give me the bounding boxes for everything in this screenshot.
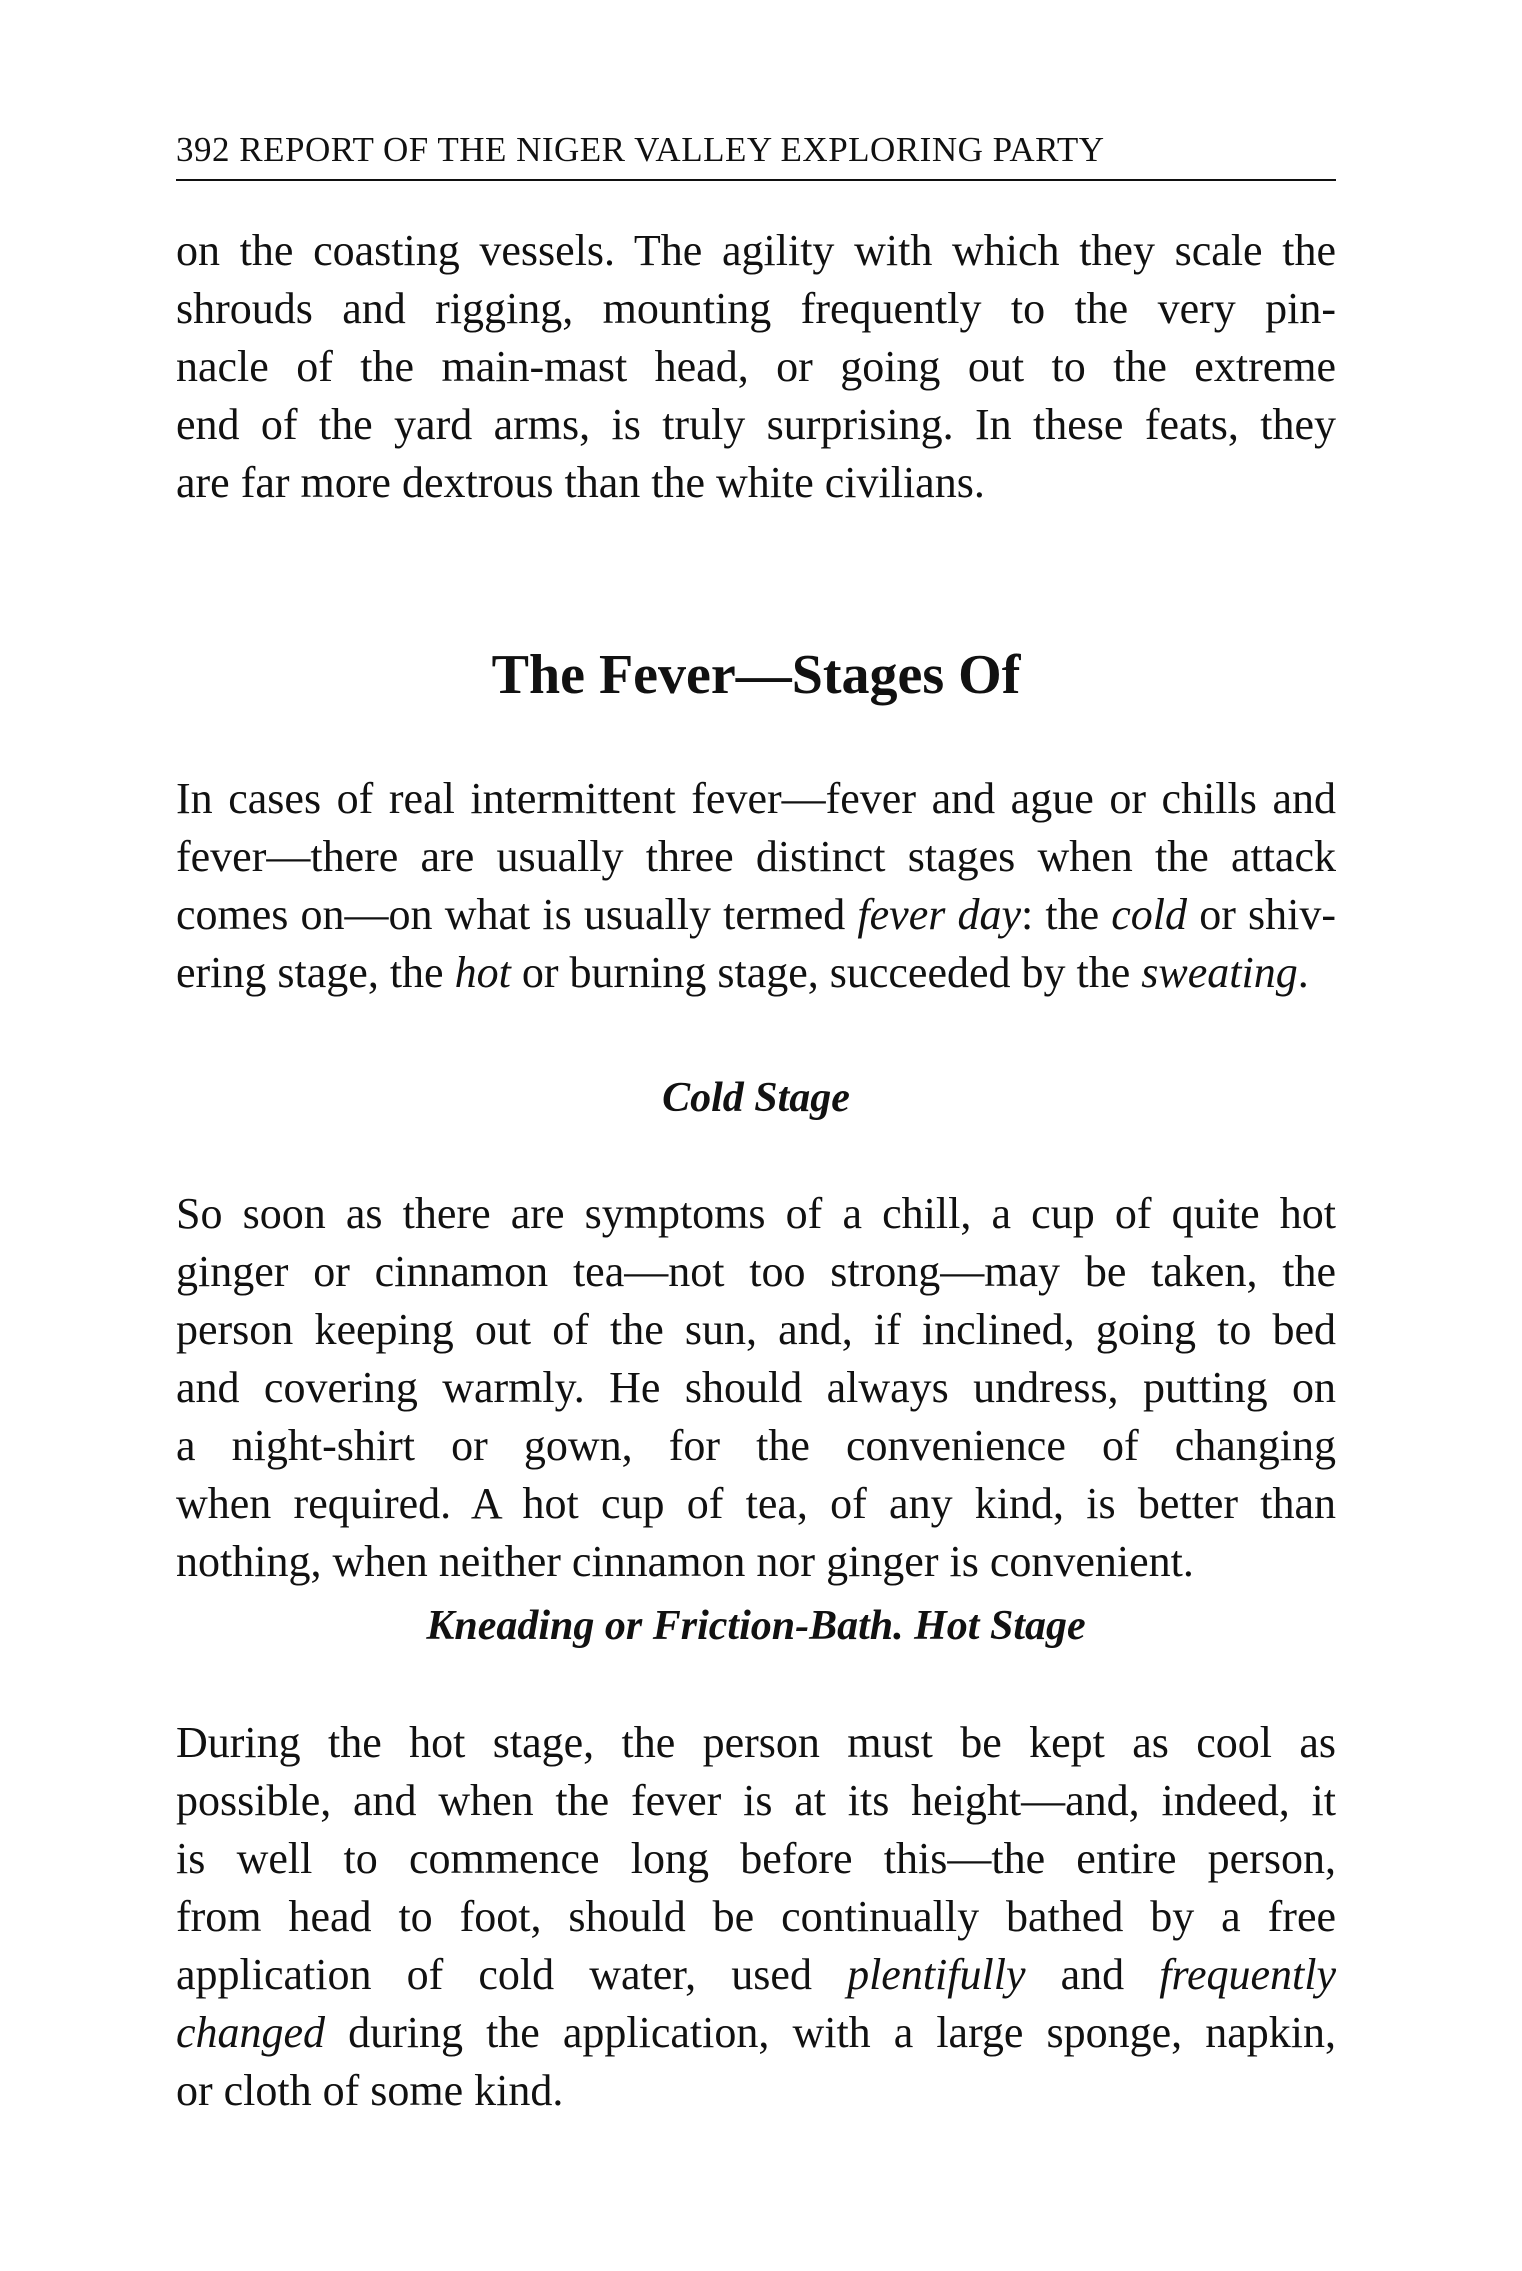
text-line: end of the yard arms, is truly surprising. In these feats, they	[176, 400, 1336, 449]
italic-term: changed	[176, 2008, 326, 2057]
text-line: possible, and when the fever is at its height—and, indeed, it	[176, 1776, 1336, 1825]
text-run: during the application, with a large sponge, napkin,	[325, 2008, 1336, 2057]
text-line: In cases of real intermittent fever—fever and ague or chills and	[176, 774, 1336, 823]
text-line	[176, 1946, 1336, 2004]
cold-stage-paragraph	[176, 1185, 1336, 1591]
text-run: and	[1025, 1950, 1160, 1999]
running-title: REPORT OF THE NIGER VALLEY EXPLORING PARTY	[239, 130, 1105, 169]
text-line: from head to foot, should be continually bathed by a free	[176, 1892, 1336, 1941]
section-title: The Fever—Stages Of	[491, 644, 1021, 706]
text-line: During the hot stage, the person must be kept as cool as	[176, 1718, 1336, 1767]
text-line: on the coasting vessels. The agility with which they scale the	[176, 226, 1336, 275]
text-line: person keeping out of the sun, and, if inclined, going to bed	[176, 1305, 1336, 1354]
text-line: a night-shirt or gown, for the convenience of changing	[176, 1421, 1336, 1470]
text-run: : the	[1021, 890, 1112, 939]
intro-paragraph	[176, 222, 1336, 512]
italic-term: sweating	[1141, 948, 1298, 997]
text-line: nacle of the main-mast head, or going out to the extreme	[176, 342, 1336, 391]
text-line: ginger or cinnamon tea—not too strong—may be taken, the	[176, 1247, 1336, 1296]
text-line	[176, 944, 1336, 1002]
text-run: .	[1297, 948, 1309, 997]
text-line: are far more dextrous than the white civilians.	[176, 458, 985, 507]
running-header	[176, 128, 1336, 172]
text-run: or shiv-	[1187, 890, 1336, 939]
text-line: So soon as there are symptoms of a chill, a cup of quite hot	[176, 1189, 1336, 1238]
text-line: is well to commence long before this—the entire person,	[176, 1834, 1336, 1883]
hot-stage-heading: Kneading or Friction-Bath. Hot Stage	[426, 1603, 1086, 1649]
italic-term: hot	[454, 948, 511, 997]
italic-term: fever day	[857, 890, 1022, 939]
text-run: comes on—on what is usually termed	[176, 890, 858, 939]
text-run: application of cold water, used	[176, 1950, 848, 1999]
header-rule	[176, 179, 1336, 181]
text-run: or burning stage, succeeded by the	[510, 948, 1142, 997]
fever-paragraph	[176, 770, 1336, 1002]
text-run: ering stage, the	[176, 948, 455, 997]
italic-term: frequently	[1159, 1950, 1336, 1999]
cold-stage-heading: Cold Stage	[662, 1075, 850, 1121]
text-line: or cloth of some kind.	[176, 2066, 564, 2115]
text-line: when required. A hot cup of tea, of any kind, is better than	[176, 1479, 1336, 1528]
italic-term: plentifully	[847, 1950, 1026, 1999]
text-line: nothing, when neither cinnamon nor ginger is convenient.	[176, 1537, 1194, 1586]
text-line: fever—there are usually three distinct stages when the attack	[176, 832, 1336, 881]
italic-term: cold	[1111, 890, 1188, 939]
hot-stage-paragraph	[176, 1714, 1336, 2120]
text-line	[176, 2004, 1336, 2062]
text-line: and covering warmly. He should always undress, putting on	[176, 1363, 1336, 1412]
page-number: 392	[176, 130, 230, 169]
text-line	[176, 886, 1336, 944]
text-line: shrouds and rigging, mounting frequently to the very pin-	[176, 284, 1336, 333]
